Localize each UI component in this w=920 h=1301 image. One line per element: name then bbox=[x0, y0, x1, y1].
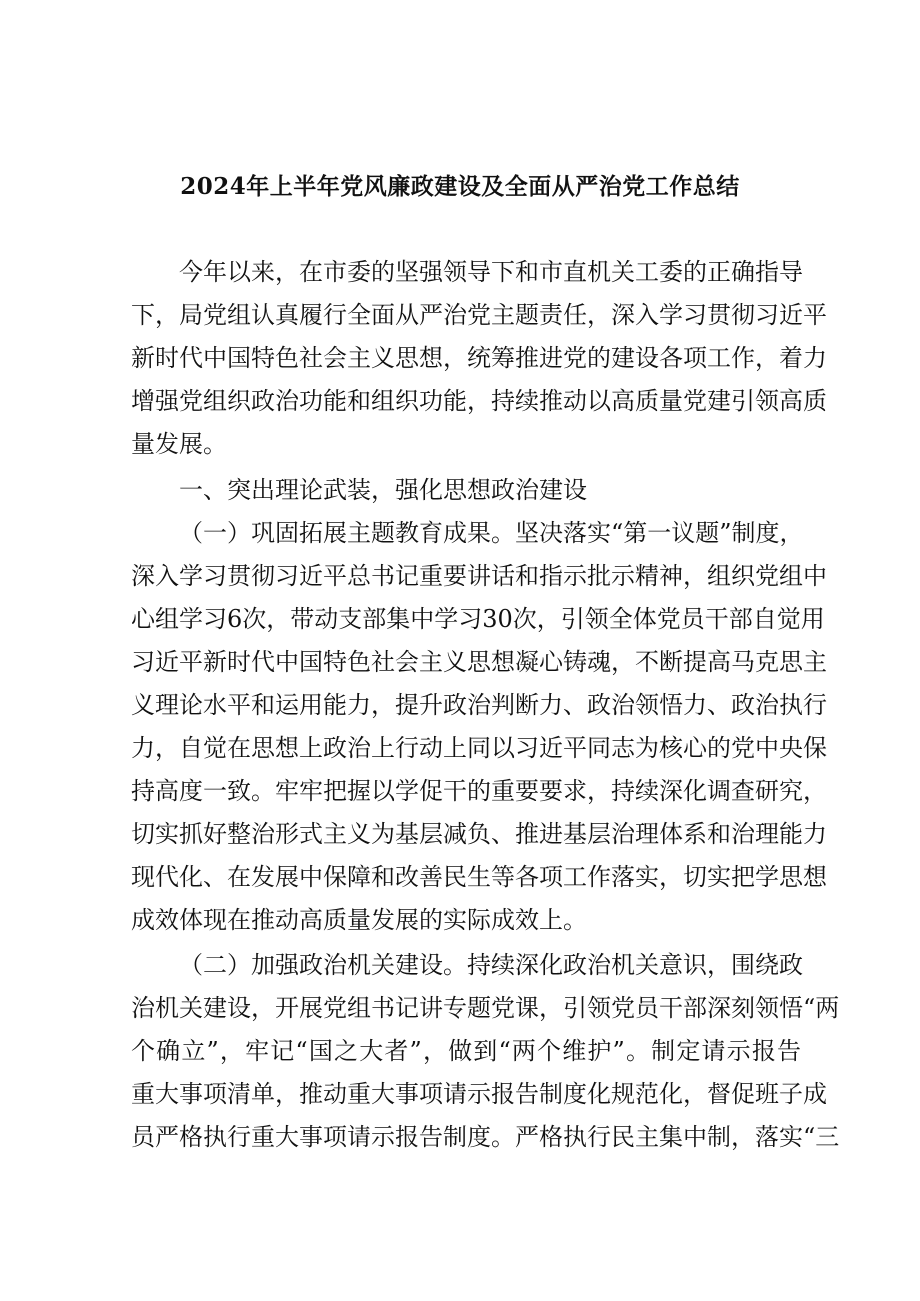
paragraph-line: 义理论水平和运用能力，提升政治判断力、政治领悟力、政治执行 bbox=[131, 691, 827, 719]
paragraph-line: 习近平新时代中国特色社会主义思想凝心铸魂，不断提高马克思主 bbox=[131, 648, 827, 676]
paragraph-line: 量发展。 bbox=[131, 430, 227, 458]
paragraph-line: 下，局党组认真履行全面从严治党主题责任，深入学习贯彻习近平 bbox=[131, 301, 827, 329]
paragraph-line: 深入学习贯彻习近平总书记重要讲话和指示批示精神，组织党组中 bbox=[131, 562, 827, 590]
section-heading bbox=[131, 469, 801, 512]
paragraph-line: 切实抓好整治形式主义为基层减负、推进基层治理体系和治理能力 bbox=[131, 820, 827, 848]
paragraph-line: 现代化、在发展中保障和改善民生等各项工作落实，切实把学思想 bbox=[131, 863, 827, 891]
subsection-paragraph-one bbox=[131, 512, 827, 942]
paragraph-line: （二）加强政治机关建设。持续深化政治机关意识，围绕政 bbox=[179, 951, 803, 979]
paragraph-line: 力，自觉在思想上政治上行动上同以习近平同志为核心的党中央保 bbox=[131, 734, 827, 762]
section-heading-text: 一、突出理论武装，强化思想政治建设 bbox=[179, 476, 587, 504]
paragraph-line: 新时代中国特色社会主义思想，统筹推进党的建设各项工作，着力 bbox=[131, 344, 827, 372]
paragraph-line: 心组学习6次，带动支部集中学习30次，引领全体党员干部自觉用 bbox=[131, 605, 825, 633]
paragraph-line: 今年以来，在市委的坚强领导下和市直机关工委的正确指导 bbox=[179, 258, 803, 286]
paragraph-line: 增强党组织政治功能和组织功能，持续推动以高质量党建引领高质 bbox=[131, 387, 827, 415]
document-title: 2024年上半年党风廉政建设及全面从严治党工作总结 bbox=[180, 173, 740, 200]
paragraph-line: （一）巩固拓展主题教育成果。坚决落实“第一议题”制度， bbox=[179, 519, 804, 547]
paragraph-line: 成效体现在推动高质量发展的实际成效上。 bbox=[131, 906, 587, 934]
paragraph-line: 重大事项清单，推动重大事项请示报告制度化规范化，督促班子成 bbox=[131, 1080, 827, 1108]
subsection-paragraph-two bbox=[131, 944, 840, 1159]
intro-paragraph bbox=[131, 251, 827, 466]
paragraph-line: 持高度一致。牢牢把握以学促干的重要要求，持续深化调查研究， bbox=[131, 777, 827, 805]
paragraph-line: 个确立”，牢记“国之大者”，做到“两个维护”。制定请示报告 bbox=[131, 1037, 801, 1065]
paragraph-line: 员严格执行重大事项请示报告制度。严格执行民主集中制，落实“三 bbox=[131, 1123, 840, 1151]
paragraph-line: 治机关建设，开展党组书记讲专题党课，引领党员干部深刻领悟“两 bbox=[131, 994, 840, 1022]
